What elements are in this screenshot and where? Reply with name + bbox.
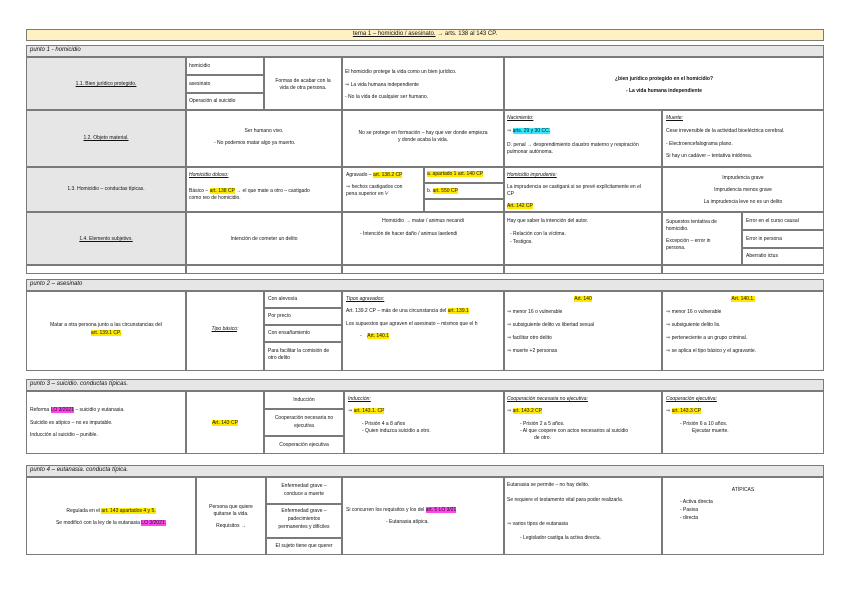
req-2-line-1: Enfermedad grave – [281, 508, 327, 514]
art-140-item-3: ⇒ facilitar otro delito [507, 335, 552, 341]
coop-title: Cooperación necesaria no ejecutiva: [507, 396, 588, 402]
eutanasia-1: Eutanasia se permite – no hay delito. [507, 482, 590, 488]
coop-art-line: ⇒ art. 143.2 CP [507, 408, 543, 414]
ejecutiva-item-1: - Prisión 6 a 10 años. [680, 421, 728, 427]
induccion-title: Inducción: [348, 396, 371, 402]
saber: Hay que saber la intención del autor. [507, 218, 589, 224]
section-4-heading: punto 4 – eutanasia. conducta típica. [30, 467, 129, 473]
regulada-art: art. 143 apartados 4 y 5. [101, 508, 156, 514]
regulada-line [26, 508, 196, 515]
muerte-text-3: Si hay un cadáver – tentativa inidónea. [666, 153, 753, 159]
section-2-header [26, 279, 824, 291]
art-140-item-2: ⇒ subsiguiente delito vs libertad sexual [507, 322, 595, 328]
imprudencia-menos-grave: Imprudencia menos grave [714, 187, 772, 193]
cell-art-140 [504, 291, 662, 371]
reforma-label: Reforma [30, 407, 50, 413]
bien-text-3: - No la vida de cualquier ser humano. [345, 94, 429, 100]
a-art: a. apartado 1 art. 140 CP [427, 171, 484, 177]
sub-operacion: Operación al suicidio [189, 98, 236, 104]
type-coop-necesaria-1: Cooperación necesaria no [274, 415, 334, 421]
requisitos: Requisitos → [216, 523, 246, 529]
nacimiento-title: Nacimiento: [507, 115, 534, 121]
atipica-2: - Pasiva [680, 507, 699, 513]
supuestos-1: Supuestos tentativa de [666, 219, 717, 225]
hechos-1: ⇒ hechos castigados con [346, 184, 403, 190]
cell-art-140-1 [662, 291, 824, 371]
modifico-law: LO 3/2021. [141, 520, 167, 526]
muerte-text-2: - Electroencefalograma plano. [666, 141, 733, 147]
atipica-1: - Activa directa [680, 499, 713, 505]
circ-facilitar-1: Para facilitar la comisión de [268, 348, 330, 354]
modifico-line [26, 520, 196, 527]
req-1-line-2: conduce a muerte [283, 491, 325, 497]
tipo-basico: Tipo básico [211, 326, 238, 332]
agravado-line [346, 172, 402, 179]
art-140-item-4: ⇒ muerte +2 personas [507, 348, 558, 354]
art-143-line [186, 420, 264, 427]
row-1-2-label: 1.2. Objeto material. [83, 135, 129, 141]
eutanasia-4: - Legislador castiga la activa directa. [520, 535, 601, 541]
saber-item-1: - Relación con la víctima. [510, 231, 566, 237]
b-art: art. 550 CP [432, 188, 458, 194]
agravado-label: Agravado – [346, 172, 372, 178]
req-2-line-2: padecimientos [287, 516, 321, 522]
bien-text-2: ⇒ La vida humana independiente [345, 82, 419, 88]
row-1-4-label: 1.4. Elemento subjetivo. [79, 236, 133, 242]
agravados-line-1 [346, 308, 469, 315]
bien-question: ¿bien jurídico protegido en el homicidio? [614, 76, 714, 82]
nacimiento-text-1: D. penal → desprendimiento claustro materno y respiración [507, 142, 639, 148]
cell-empty-1-3 [424, 199, 504, 212]
circ-facilitar-2: otro delito [268, 355, 290, 361]
intencion: Intención de cometer un delito [230, 236, 298, 242]
art-140-1: Art. 140.1. [731, 296, 755, 302]
induccion-punible: Inducción al suicidio – punible. [30, 432, 98, 438]
reforma-line [30, 407, 125, 414]
muerte-text-1: Cese irreversible de la actividad bioeléctrica cerebral. [666, 128, 785, 134]
concurren-item: - Eutanasia atípica. [386, 519, 429, 525]
type-coop-necesaria-2: ejecutiva [294, 423, 314, 429]
bien-text-1: El homicidio protege la vida como un bien jurídico. [345, 69, 457, 75]
art-140: Art. 140 [574, 296, 592, 302]
saber-item-2: - Testigos. [510, 239, 533, 245]
aberratio: Aberratio ictus [746, 253, 778, 259]
art-140-1-item-3: ⇒ perteneciente a un grupo criminal. [666, 335, 748, 341]
coop-item-2: - Al que coopere con actos necesarios al suicidio [520, 428, 629, 434]
b-art-line [427, 188, 458, 195]
circ-alevosia: Con alevosía [268, 296, 298, 302]
tipo-basico-colon: : [237, 326, 239, 332]
section-1-heading: punto 1 - homicidio [30, 47, 81, 53]
type-induccion: Inducción [293, 397, 315, 403]
b-label: b. [427, 188, 432, 194]
supuestos-2: homicidio. [666, 226, 689, 232]
cell-ser-humano [186, 110, 342, 167]
atipicas-title: ATÍPICAS [731, 487, 755, 493]
row-1-3-label: 1.3. Homicidio – conductas típicas. [67, 186, 145, 192]
art-140-1-item-2: ⇒ subsiguiente delito lis. [666, 322, 721, 328]
req-1-line-1: Enfermedad grave – [281, 483, 327, 489]
bien-answer: - La vida humana independiente [625, 88, 703, 94]
blank-cell-4 [504, 265, 662, 274]
agravados-art2-line: - Art. 140.1 [360, 333, 389, 339]
tipo-basico-line [186, 326, 264, 333]
concurren-label: Si concurren los requisitos y los del [346, 507, 425, 513]
cell-bien-question [504, 57, 824, 110]
basico-art: art. 138 CP [209, 188, 235, 194]
animus-laedendi: - Intención de hacer daño / animus laedendi [360, 231, 458, 237]
induccion-art-line: ⇒ art. 143.1. CP [348, 408, 385, 414]
page-title [26, 31, 824, 38]
cell-eutanasia-reg [26, 477, 196, 555]
imprudente-text-1: La imprudencia se castigará si se prevé explícitamente en el [507, 184, 641, 190]
eutanasia-3: ⇒ varios tipos de eutanasia [507, 521, 568, 527]
imprudencia-grave: Imprudencia grave [722, 175, 764, 181]
induccion-art: art. 143.1. CP [353, 408, 385, 414]
ejecutiva-art-line: ⇒ art. 143.3 CP [666, 408, 702, 414]
atipica-3: - directa [680, 515, 699, 521]
ejecutiva-title: Cooperación ejecutiva: [666, 396, 717, 402]
blank-cell-2 [186, 265, 342, 274]
blank-cell-5 [662, 265, 824, 274]
asesinato-def: Matar a otra persona junto a las circunstancias del [50, 322, 162, 328]
art-140-1-line [662, 296, 824, 303]
regulada-label: Regulada en el [66, 508, 101, 514]
nacimiento-art-line: ⇒ arts. 29 y 30 CC. [507, 128, 551, 134]
sub-homicidio: homicidio [189, 63, 211, 69]
persona-1: Persona que quiere [209, 504, 253, 510]
basico-label: Básico – [189, 188, 209, 194]
agravados-text-2: Los supuestos que agraven el asesinato – mismos que el h [346, 321, 478, 327]
coop-item-1: - Prisión 2 a 5 años. [520, 421, 565, 427]
coop-item-3: de otro. [534, 435, 551, 441]
imprudente-art-line [507, 203, 533, 210]
ejecutiva-art: art. 143.3 CP [671, 408, 702, 414]
blank-cell-1 [26, 265, 186, 274]
asesinato-def-art-line [26, 330, 186, 337]
proteccion-1: No se protege en formación – hay que ver donde empieza [358, 130, 488, 136]
coop-art: art. 143.2 CP [512, 408, 543, 414]
basico-rest: → el que mate a otro – castigado [236, 188, 310, 194]
concurren-art: art. 5 LO 3/21 [425, 507, 457, 513]
art-140-item-1: ⇒ menor 16 o vulnerable [507, 309, 563, 315]
art-140-1-item-1: ⇒ menor 16 o vulnerable [666, 309, 722, 315]
blank-cell-3 [342, 265, 504, 274]
section-2-heading: punto 2 – asesinato [30, 281, 83, 287]
basico-line-2: como reo de homicidio. [189, 195, 241, 201]
req-2-line-3: permanentes y difíciles [278, 524, 330, 530]
title-arrow: → [437, 31, 444, 37]
basico-line [189, 188, 310, 195]
ser-humano-2: - No podemos matar algo ya muerto. [214, 140, 296, 146]
imprudente-text-2: CP [507, 191, 514, 197]
induccion-item-1: - Prisión 4 a 8 años [362, 421, 406, 427]
nacimiento-art: arts. 29 y 30 CC. [512, 128, 551, 134]
excepcion-2: persona. [666, 245, 686, 251]
hechos-2: pena superior en ⅟ [346, 191, 388, 197]
agravados-text-1: Art. 139.2 CP – más de una circunstancia del [346, 308, 447, 314]
excepcion-1: Excepción – error in [666, 238, 711, 244]
imprudencia-leve: La imprudencia leve no es un delito [703, 199, 783, 205]
ser-humano: Ser humano vivo. [244, 128, 284, 134]
ejecutiva-item-2: Ejecutar muerte. [692, 428, 729, 434]
modifico-label: Se modificó con la ley de la eutanasia [55, 520, 140, 526]
agravados-art2: Art. 140.1 [367, 333, 389, 339]
asesinato-def-art: art. 139.1 CP. [90, 330, 122, 336]
muerte-title: Muerte: [666, 115, 683, 121]
imprudente-title: Homicidio imprudente: [507, 172, 557, 178]
doloso-title: Homicidio doloso: [189, 172, 229, 178]
section-3-header [26, 379, 824, 391]
circ-precio: Por precio [268, 313, 291, 319]
forms-line-1: Formas de acabar con la [275, 78, 331, 84]
agravados-title: Tipos agravados: [346, 296, 385, 302]
row-1-1-label: 1.1. Bien jurídico protegido. [75, 81, 137, 87]
induccion-item-2: - Quien induzca suicidio a otro. [362, 428, 431, 434]
imprudente-art: Art. 142 CP [507, 203, 533, 209]
cell-agravados [342, 291, 504, 371]
section-3-heading: punto 3 – suicidio. conductas típicas. [30, 381, 129, 387]
section-4-header [26, 465, 824, 477]
title-articles: arts. 138 al 143 CP. [444, 31, 498, 37]
title-main: tema 1 – homicidio / asesinato. [352, 31, 436, 37]
a-art-line [427, 171, 483, 178]
section-1-header [26, 45, 824, 57]
proteccion-2: y donde acaba la vida. [397, 137, 449, 143]
concurren-line [346, 507, 456, 514]
type-coop-ejecutiva: Cooperación ejecutiva [279, 442, 329, 448]
art-143: Art. 143 CP [212, 420, 238, 426]
reforma-law: LO 3/2021 [50, 407, 74, 413]
error-curso: Error en el curso causal [746, 218, 799, 224]
sub-asesinato: asesinato [189, 81, 211, 87]
req-3: El sujeto tiene que querer [275, 543, 333, 549]
reforma-rest: – suicidio y eutanasia. [75, 407, 125, 413]
error-persona: Error in persona [746, 236, 782, 242]
eutanasia-2: Se requiere el testamento vital para poder realizarla. [507, 497, 624, 503]
circ-ensanamiento: Con ensañamiento [268, 330, 310, 336]
agravado-art: art. 138.2 CP [372, 172, 403, 178]
animus-necandi: Homicidio → matar / animus necandi [382, 218, 464, 224]
nacimiento-text-2: pulmonar autónoma. [507, 149, 553, 155]
agravados-art: art. 139.1 [447, 308, 469, 314]
forms-line-2: vida de otra persona. [279, 85, 327, 91]
suicidio-atipico: Suicidio es atípico – no es imputable. [30, 420, 113, 426]
cell-concurren [342, 477, 504, 555]
persona-2: quitarse la vida. [213, 511, 249, 517]
art-140-line [504, 296, 662, 303]
art-140-1-item-4: ⇒ se aplica el tipo básico y el agravante. [666, 348, 757, 354]
